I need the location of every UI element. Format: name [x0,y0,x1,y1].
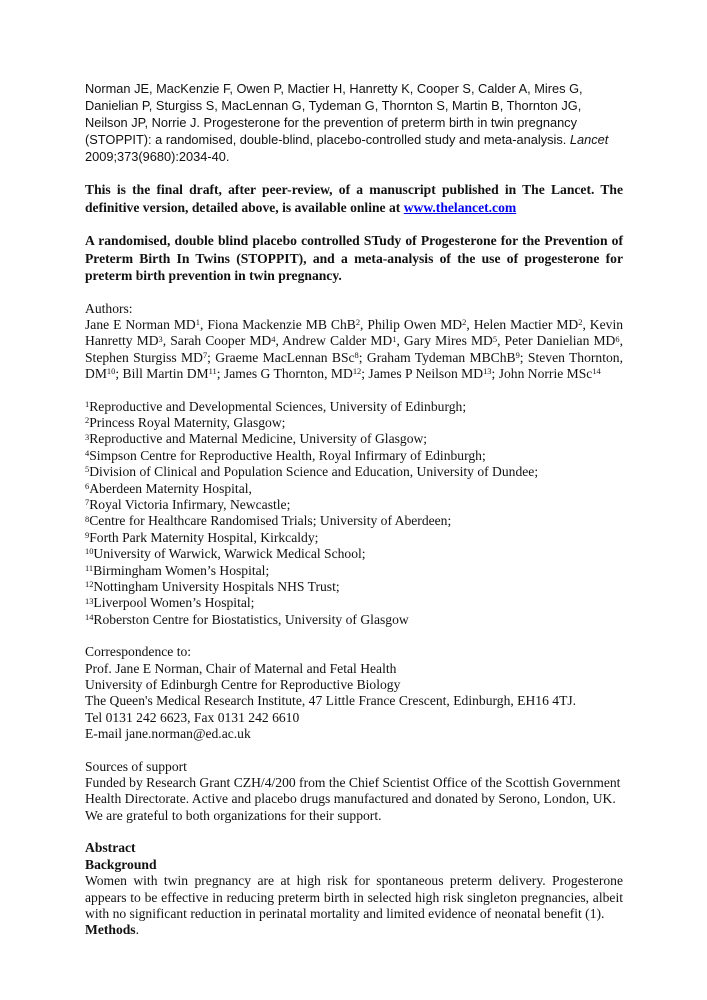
author-affiliation-ref: 7 [202,349,208,360]
author-affiliation-ref: 13 [483,366,492,377]
citation-paragraph [85,80,623,165]
author-name: Philip Owen $MD^2$, [367,316,474,332]
abstract-background-heading: Background [85,856,157,872]
affiliation-number: 3 [85,431,90,442]
affiliation-line: $^8$Centre for Healthcare Randomised Trials; University of Aberdeen; [85,513,452,529]
text-line: University of Edinburgh Centre for Reproductive Biology [85,677,401,693]
affiliation-number: 5 [85,464,90,475]
abstract-section [85,840,623,938]
author-name: Andrew Calder $MD^1$, [282,333,404,349]
author-affiliation-ref: 2 [462,317,467,328]
affiliation-number: 14 [85,612,94,623]
author-name: Gary Mires $MD^5$, [403,333,505,349]
author-affiliation-ref: 8 [354,349,359,360]
author-affiliation-ref: 4 [271,333,276,344]
author-affiliation-ref: 6 [615,333,620,344]
abstract-methods-period: . [135,922,140,938]
support-text: Funded by Research Grant CZH/4/200 from the Chief Scientist Office of the Scottish Government Health Directorate. Active and placebo drugs manufactured and donated by Serono, London, UK. We are grateful to both organizations for their support. [85,775,621,823]
text-line: Tel 0131 242 6623, Fax 0131 242 6610 [85,709,300,725]
support-section [85,759,623,825]
author-affiliation-ref: 9 [515,349,520,360]
author-affiliation-ref: 2 [578,317,583,328]
author-affiliation-ref: 3 [158,333,163,344]
author-affiliation-ref: 14 [592,366,601,377]
author-name: Sarah Cooper $MD^4$, [170,333,283,349]
correspondence-section [85,644,623,742]
author-name: James P Neilson MD$^{13}$; [368,366,499,382]
citation-reference-tail: 2009;373(9680):2034-40. [85,149,230,164]
author-name: Graham Tydeman MBChB$^9$; [366,349,528,365]
authors-section [85,301,623,383]
affiliation-number: 9 [85,530,90,540]
text-line: Prof. Jane E Norman, Chair of Maternal and Fetal Health [85,660,397,676]
affiliation-number: 11 [85,562,94,573]
author-name: Peter Danielian $MD^6$, [504,333,623,349]
affiliation-line: $^1$Reproductive and Developmental Sciences, University of Edinburgh; [85,398,467,414]
affiliation-line: $^{14}$Roberston Centre for Biostatistics, University of Glasgow [85,611,409,627]
author-affiliation-ref: 12 [352,366,362,377]
affiliation-number: 4 [85,447,90,458]
citation-journal-name: Lancet [569,132,609,147]
affiliation-number: 13 [85,595,94,606]
affiliations-list [85,399,623,629]
affiliation-line: $^{13}$Liverpool Women’s Hospital; [85,595,255,611]
affiliation-line: $^2$Princess Royal Maternity, Glasgow; [85,414,286,430]
affiliation-line: $^9$Forth Park Maternity Hospital, Kirkcaldy; [85,529,319,545]
affiliation-line: $^5$Division of Clinical and Population Science and Education, University of Dundee; [85,464,539,480]
thelancet-link[interactable]: www.thelancet.com [403,199,517,215]
affiliation-line: $^6$Aberdeen Maternity Hospital, [85,480,252,496]
affiliation-line: $^7$Royal Victoria Infirmary, Newcastle; [85,496,291,512]
author-name: James G Thornton, MD$^{12}$; [223,366,369,382]
abstract-methods-heading: Methods [85,922,136,938]
final-draft-notice-text: This is the final draft, after peer-review, of a manuscript published in The Lancet. The definitive version, detailed above, is available online at [85,182,623,215]
text-line: E-mail jane.norman@ed.ac.uk [85,726,251,742]
paper-title: A randomised, double blind placebo controlled STudy of Progesterone for the Prevention of Preterm Birth In Twins (STOPPIT), and a meta-analysis of the use of progesterone for preterm birth prevention in twin pregnancy. [85,233,623,283]
author-name: Graeme MacLennan BSc$^8$; [215,349,367,365]
author-affiliation-ref: 2 [355,317,361,328]
affiliation-line: $^4$Simpson Centre for Reproductive Health, Royal Infirmary of Edinburgh; [85,447,486,463]
author-name: Jane E Norman $MD^1$, [85,316,208,332]
affiliation-number: 7 [85,497,90,508]
author-name: Kevin Hanretty $MD^3$, [85,316,624,349]
author-name: Stephen Sturgiss $MD^7$; [85,349,216,365]
affiliation-number: 8 [85,513,90,524]
abstract-methods-line [85,922,623,938]
affiliation-number: 1 [85,398,90,409]
affiliation-number: 12 [85,579,94,590]
author-affiliation-ref: 1 [195,317,200,328]
author-affiliation-ref: 10 [106,366,116,377]
affiliation-line: $^{12}$Nottingham University Hospitals NHS Trust; [85,579,340,594]
affiliation-line: $^{10}$University of Warwick, Warwick Medical School; [85,546,366,562]
affiliation-number: 6 [85,480,90,491]
authors-label: Authors: [85,300,133,316]
author-name: Steven Thornton, DM$^{10}$; [85,349,623,382]
authors-list [85,317,623,383]
author-affiliation-ref: 5 [492,333,498,344]
citation-text: Norman JE, MacKenzie F, Owen P, Mactier H, Hanretty K, Cooper S, Calder A, Mires G, Danielian P, Sturgiss S, MacLennan G, Tydeman G, Thornton S, Martin B, Thornton JG, Neilson JP, Norrie J. Progesterone for the prevention of preterm birth in twin pregnancy (STOPPIT): a randomised, double-blind, placebo-controlled study and meta-analysis. [85,81,583,147]
abstract-background-text: Women with twin pregnancy are at high risk for spontaneous preterm delivery. Progesterone appears to be effective in reducing preterm birth in selected high risk singleton pregnancies, albeit with no significant reduction in perinatal mortality and limited evidence of neonatal benefit (1). [85,873,623,921]
author-affiliation-ref: 1 [392,333,397,344]
author-affiliation-ref: 11 [208,366,217,377]
affiliation-number: 2 [85,415,90,426]
author-name: Helen Mactier $MD^2$, [473,316,590,332]
author-name: Bill Martin DM$^{11}$; [122,366,224,382]
correspondence-lines [85,661,623,743]
text-line: The Queen's Medical Research Institute, 47 Little France Crescent, Edinburgh, EH16 4TJ. [85,693,577,709]
affiliation-line: $^3$Reproductive and Maternal Medicine, University of Glasgow; [85,431,428,447]
affiliation-number: 10 [85,546,94,557]
final-draft-notice [85,181,623,216]
abstract-heading: Abstract [85,840,136,856]
author-name: Fiona Mackenzie MB ChB$^2$, [207,316,368,332]
affiliation-line: $^{11}$Birmingham Women’s Hospital; [85,562,270,578]
correspondence-label: Correspondence to: [85,644,192,660]
support-label: Sources of support [85,758,187,774]
author-name: John Norrie MSc$^{14}$ [498,366,601,382]
